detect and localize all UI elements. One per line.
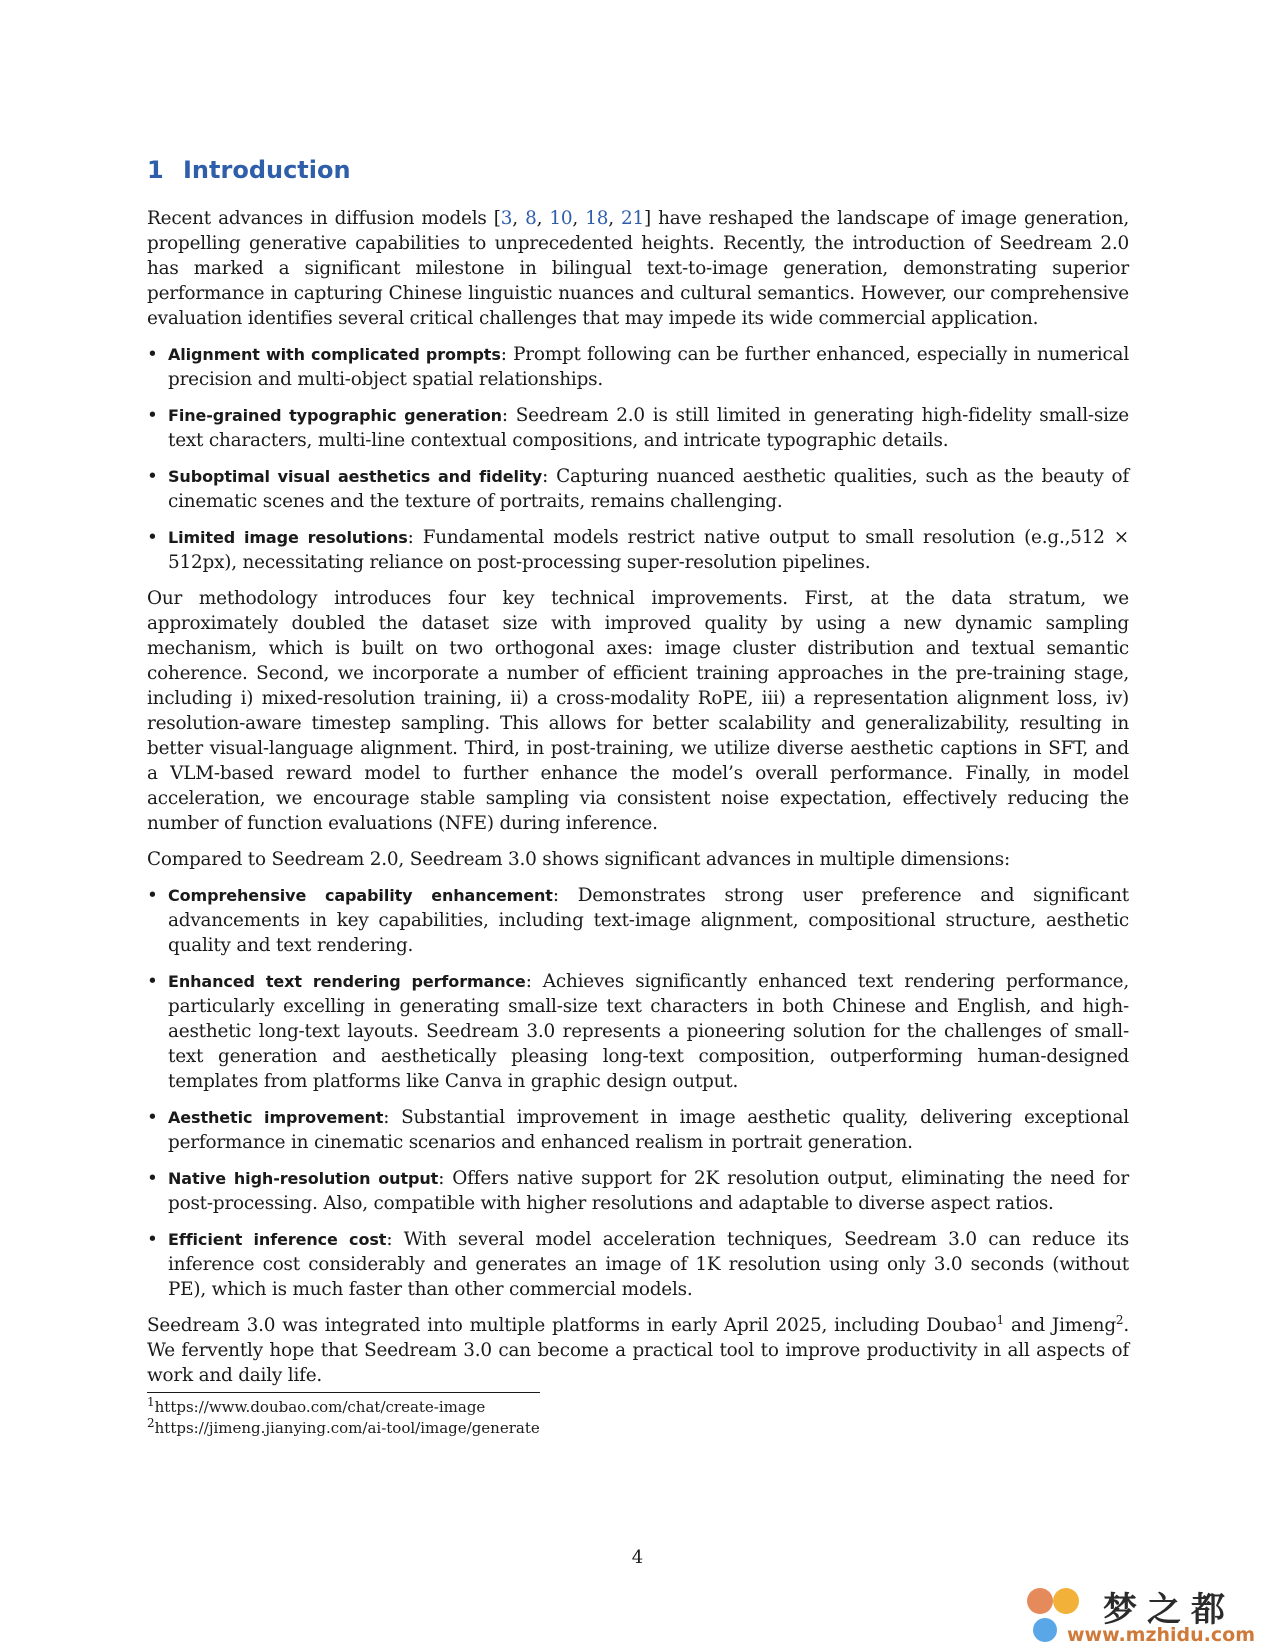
bullet-icon: • [147,466,158,487]
bullet-icon: • [147,527,158,548]
list-item-text: : Capturing nuanced aesthetic qualities, such as the beauty of cinematic scenes and the texture of portraits, remains challenging. [168,466,1129,512]
list-item [147,1105,1129,1155]
list-item-term: Native high-resolution output [168,1169,439,1188]
list-item-term: Suboptimal visual aesthetics and fidelity [168,467,543,486]
list-item-text: : With several model acceleration techniques, Seedream 3.0 can reduce its inference cost considerably and generates an image of 1K resolution using only 3.0 seconds (without PE), which is much faster than other commercial models. [168,1229,1129,1300]
footnote [147,1397,747,1418]
list-item [147,883,1129,958]
list-item-text: : Prompt following can be further enhanced, especially in numerical precision and multi-object spatial relationships. [168,344,1129,390]
paragraph-intro: Recent advances in diffusion models [3, 8, 10, 18, 21] have reshaped the landscape of image generation, propelling generative capabilities to unprecedented heights. Recently, the introduction of Seedream 2.0 has marked a significant milestone in bilingual text-to-image generation, demonstrating superior performance in capturing Chinese linguistic nuances and cultural semantics. However, our comprehensive evaluation identifies several critical challenges that may impede its wide commercial application. [147,208,1129,329]
bubble-icon [1033,1618,1057,1642]
footnote-link[interactable]: https://www.doubao.com/chat/create-image [154,1398,486,1416]
list-item [147,403,1129,453]
list-item-text: : Demonstrates strong user preference and significant advancements in key capabilities, including text-image alignment, compositional structure, aesthetic quality and text rendering. [168,885,1129,956]
citation-link[interactable]: 10 [549,208,573,229]
list-item-term: Efficient inference cost [168,1230,387,1249]
section-number: 1 [147,156,164,184]
paragraph-closing-text: and Jimeng [1003,1315,1116,1336]
watermark-text: 梦之都 [1103,1590,1235,1630]
page-number: 4 [631,1547,644,1568]
list-item [147,464,1129,514]
paragraph-closing-text: . We fervently hope that Seedream 3.0 can become a practical tool to improve productivity in all aspects of work and daily life. [147,1315,1129,1386]
list-item-text: : Achieves significantly enhanced text rendering performance, particularly excelling in generating small-size text characters in both Chinese and English, and high-aesthetic long-text layouts. Seedream 3.0 represents a pioneering solution for the challenges of small-text generation and aesthetically pleasing long-text composition, outperforming human-designed templates from platforms like Canva in graphic design output. [168,971,1130,1092]
paragraph-closing-text: Seedream 3.0 was integrated into multiple platforms in early April 2025, including Doubao [147,1315,997,1336]
footnote [147,1418,747,1439]
list-item [147,525,1129,575]
bubble-icon [1053,1588,1079,1614]
challenges-list [147,342,1129,575]
paragraph-intro-text: Recent advances in diffusion models [ [147,208,501,229]
footnote-mark[interactable]: 2 [1115,1312,1124,1327]
list-item-term: Limited image resolutions [168,528,408,547]
footnote-divider [147,1392,540,1393]
list-item-term: Aesthetic improvement [168,1108,384,1127]
footnotes [147,1392,747,1439]
bullet-icon: • [147,405,158,426]
bullet-icon: • [147,1168,158,1189]
bullet-icon: • [147,971,158,992]
list-item-text: : Substantial improvement in image aesthetic quality, delivering exceptional performance in cinematic scenarios and enhanced realism in portrait generation. [168,1107,1129,1153]
list-item-term: Fine-grained typographic generation [168,406,502,425]
bullet-icon: • [147,885,158,906]
paragraph-comparison: Compared to Seedream 2.0, Seedream 3.0 shows significant advances in multiple dimensions: [147,849,1010,870]
citation-link[interactable]: 3 [500,208,513,229]
watermark-logo [1023,1580,1263,1646]
bullet-icon: • [147,1229,158,1250]
footnote-number: 1 [147,1395,155,1409]
citation-link[interactable]: 21 [621,208,645,229]
citation-link[interactable]: 18 [585,208,609,229]
list-item-term: Enhanced text rendering performance [168,972,526,991]
list-item [147,969,1129,1094]
bullet-icon: • [147,344,158,365]
paragraph-closing [147,1313,1129,1388]
citation-link[interactable]: 8 [525,208,537,229]
list-item [147,342,1129,392]
list-item-term: Comprehensive capability enhancement [168,886,553,905]
list-item-text: : Fundamental models restrict native output to small resolution (e.g.,512 × 512px), necessitating reliance on post-processing super-resolution pipelines. [168,527,1129,573]
bubble-icon [1027,1588,1053,1614]
list-item [147,1166,1129,1216]
section-title: Introduction [183,156,351,184]
watermark-url: www.mzhidu.com [1067,1624,1256,1646]
advances-list [147,883,1129,1302]
list-item-text: : Seedream 2.0 is still limited in generating high-fidelity small-size text characters, multi-line contextual compositions, and intricate typographic details. [168,405,1129,451]
section-heading [147,156,1129,184]
list-item-term: Alignment with complicated prompts [168,345,501,364]
paragraph-intro-text: ] have reshaped the landscape of image generation, propelling generative capabilities to unprecedented heights. Recently, the introduction of Seedream 2.0 has marked a significant milestone in bilingual text-to-image generation, demonstrating superior performance in capturing Chinese linguistic nuances and cultural semantics. However, our comprehensive evaluation identifies several critical challenges that may impede its wide commercial application. [147,208,1129,329]
footnote-number: 2 [147,1416,155,1430]
page-content [147,156,1129,1399]
list-item [147,1227,1129,1302]
paragraph-methodology: Our methodology introduces four key technical improvements. First, at the data stratum, we approximately doubled the dataset size with improved quality by using a new dynamic sampling mechanism, which is built on two orthogonal axes: image cluster distribution and textual semantic coherence. Second, we incorporate a number of efficient training approaches in the pre-training stage, including i) mixed-resolution training, ii) a cross-modality RoPE, iii) a representation alignment loss, iv) resolution-aware timestep sampling. This allows for better scalability and generalizability, resulting in better visual-language alignment. Third, in post-training, we utilize diverse aesthetic captions in SFT, and a VLM-based reward model to further enhance the model’s overall performance. Finally, in model acceleration, we encourage stable sampling via consistent noise expectation, effectively reducing the number of function evaluations (NFE) during inference. [147,588,1129,834]
list-item-text: : Offers native support for 2K resolution output, eliminating the need for post-processing. Also, compatible with higher resolutions and adaptable to diverse aspect ratios. [168,1168,1129,1214]
bullet-icon: • [147,1107,158,1128]
footnote-mark[interactable]: 1 [996,1312,1004,1327]
footnote-link[interactable]: https://jimeng.jianying.com/ai-tool/image/generate [154,1419,540,1437]
